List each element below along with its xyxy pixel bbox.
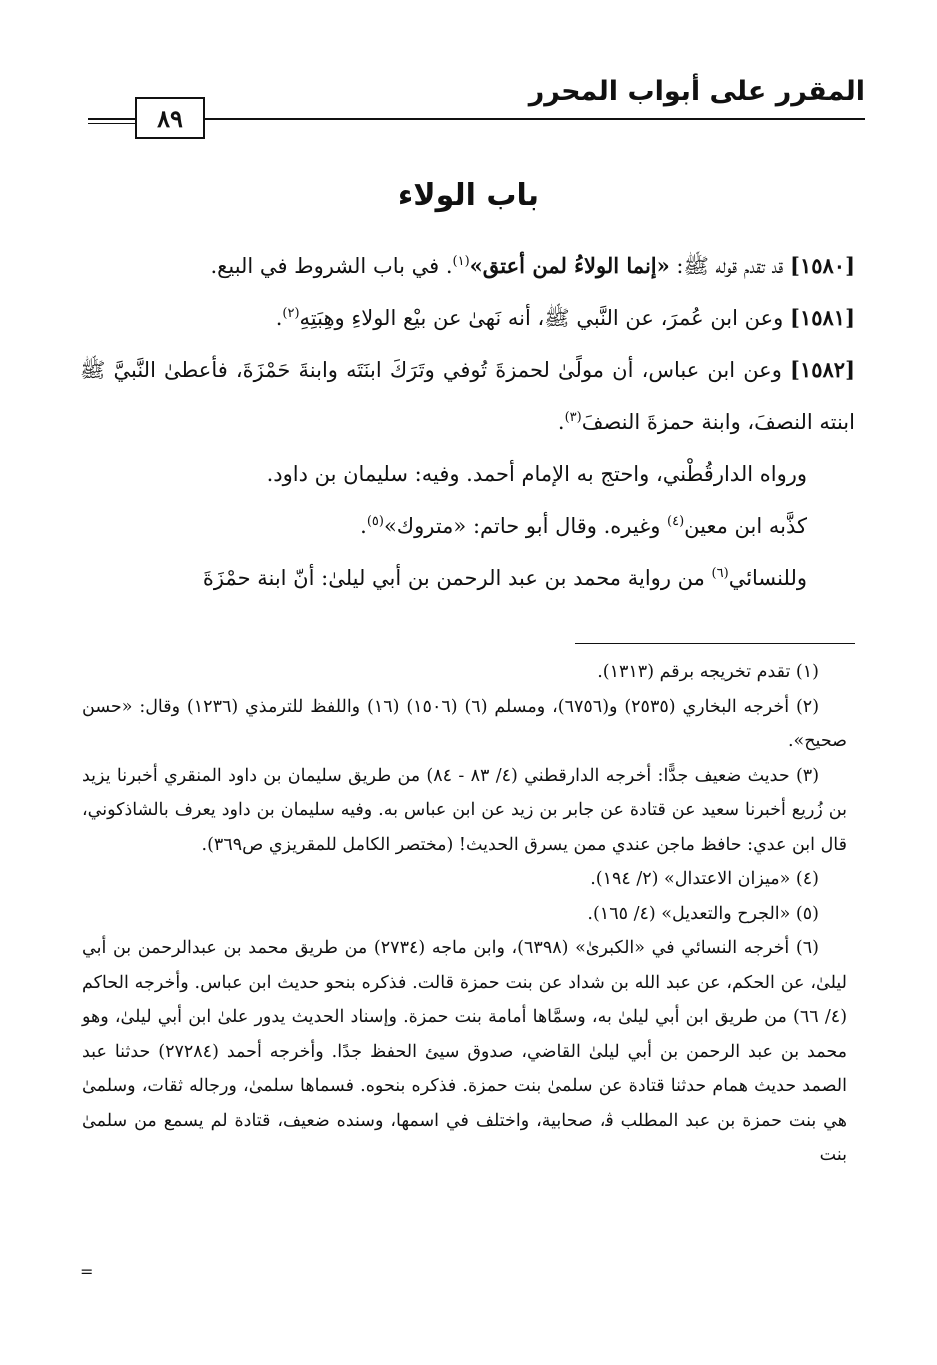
footnote-1: (١) تقدم تخريجه برقم (١٣١٣). (597, 662, 819, 682)
hadith-number: [١٥٨٢] (790, 357, 855, 382)
commentary-line (80, 500, 855, 552)
text: كذَّبه ابن معين (684, 514, 807, 538)
main-text (80, 240, 855, 604)
text: . (360, 514, 367, 538)
text: من رواية محمد بن عبد الرحمن بن أبي ليلىٰ: أنّ ابنة حمْزَةَ (202, 566, 712, 590)
hadith-1580 (80, 240, 855, 292)
footnote-3: (٣) حديث ضعيف جدًّا: أخرجه الدارقطني (٤/ ٨٣ - ٨٤) من طريق سليمان بن داود المنقري أخبرنا يزيد بن زُريع أخبرنا سعيد عن قتادة عن جابر بن زيد عن ابن عباس به. وفيه سليمان بن داود يعرف بالشاذكوني، قال ابن عدي: حافظ ماجن عندي ممن يسرق الحديث! (مختصر الكامل للمقريزي ص٣٦٩). (82, 765, 847, 855)
text: . في باب الشروط في البيع. (210, 254, 453, 278)
running-title: المقرر على أبواب المحرر (528, 76, 865, 107)
footnote-ref: (٥) (366, 514, 384, 529)
commentary-line (80, 448, 855, 500)
footnote-4: (٤) «ميزان الاعتدال» (٢/ ١٩٤). (590, 869, 819, 889)
text: وعن ابن عباس، أن مولًىٰ لحمزةَ تُوفي وتَرَكَ ابنَتَه وابنةَ حَمْزَةَ، فأعطىٰ النَّبيَّ ﷺ ابنته النصفَ، وابنة حمزةَ النصفَ (80, 358, 855, 434)
text: . (557, 410, 565, 434)
page-number: ٨٩ (135, 97, 205, 139)
text: وغيره. وقال أبو حاتم: «متروك» (383, 514, 668, 538)
text: قد تقدم قوله ﷺ: (669, 254, 790, 278)
footnote-5: (٥) «الجرح والتعديل» (٤/ ١٦٥). (587, 903, 819, 924)
footnote-ref: (٢) (282, 306, 300, 321)
hadith-number: [١٥٨١] (790, 305, 855, 330)
footnote-ref: (٦) (711, 566, 729, 581)
quote: «إنما الولاءُ لمن أعتق» (469, 253, 670, 278)
hadith-number: [١٥٨٠] (790, 253, 855, 278)
footnote-ref: (٣) (564, 410, 582, 425)
footnote-ref: (٤) (667, 514, 685, 529)
text: ورواه الدارقُطْني، واحتج به الإمام أحمد. وفيه: سليمان بن داود. (266, 462, 807, 486)
hadith-1582 (80, 344, 855, 448)
footnote-separator (575, 643, 855, 644)
text: وعن ابن عُمرَ، عن النَّبي ﷺ، أنه نَهىٰ عن بيْع الولاءِ وهِبَتِهِ (299, 306, 790, 330)
continuation-mark: = (80, 1262, 94, 1281)
text: . (275, 306, 283, 330)
commentary-line (80, 552, 855, 604)
header-rule-inner (88, 123, 136, 124)
footnote-6: (٦) أخرجه النسائي في «الكبرىٰ» (٦٣٩٨)، وابن ماجه (٢٧٣٤) من طريق محمد بن عبدالرحمن بن أبي ليلىٰ، عن الحكم، عن عبد الله بن شداد عن بنت حمزة قالت. فذكره بنحو حديث ابن عباس. وأخرجه الحاكم (٤/ ٦٦) من طريق ابن أبي ليلىٰ به، وسمَّاها أمامة بنت حمزة. وإسناد الحديث يدور علىٰ ابن أبي ليلىٰ، وهو محمد بن عبد الرحمن بن أبي ليلىٰ القاضي، صدوق سيئ الحفظ جدًا. وأخرجه أحمد (٢٧٢٨٤) حدثنا عبد الصمد حديث همام حدثنا قتادة عن سلمىٰ بنت حمزة. فذكره بنحوه. فسماها سلمىٰ، ورجاله ثقات، وسلمىٰ هي بنت حمزة بن عبد المطلب ﭬ، صحابية، واختلف في اسمها، وسنده ضعيف، قتادة لم يسمع من سلمىٰ بنت (82, 938, 848, 1165)
footnotes (82, 655, 847, 1173)
footnote-ref: (١) (452, 254, 470, 269)
footnote-2: (٢) أخرجه البخاري (٢٥٣٥) و(٦٧٥٦)، ومسلم (٦) (١٥٠٦) (١٦) واللفظ للترمذي (١٢٣٦) وقال: «حسن صحيح». (82, 696, 847, 751)
hadith-1581 (80, 292, 855, 344)
text: وللنسائي (728, 566, 807, 590)
chapter-title: باب الولاء (397, 178, 540, 213)
